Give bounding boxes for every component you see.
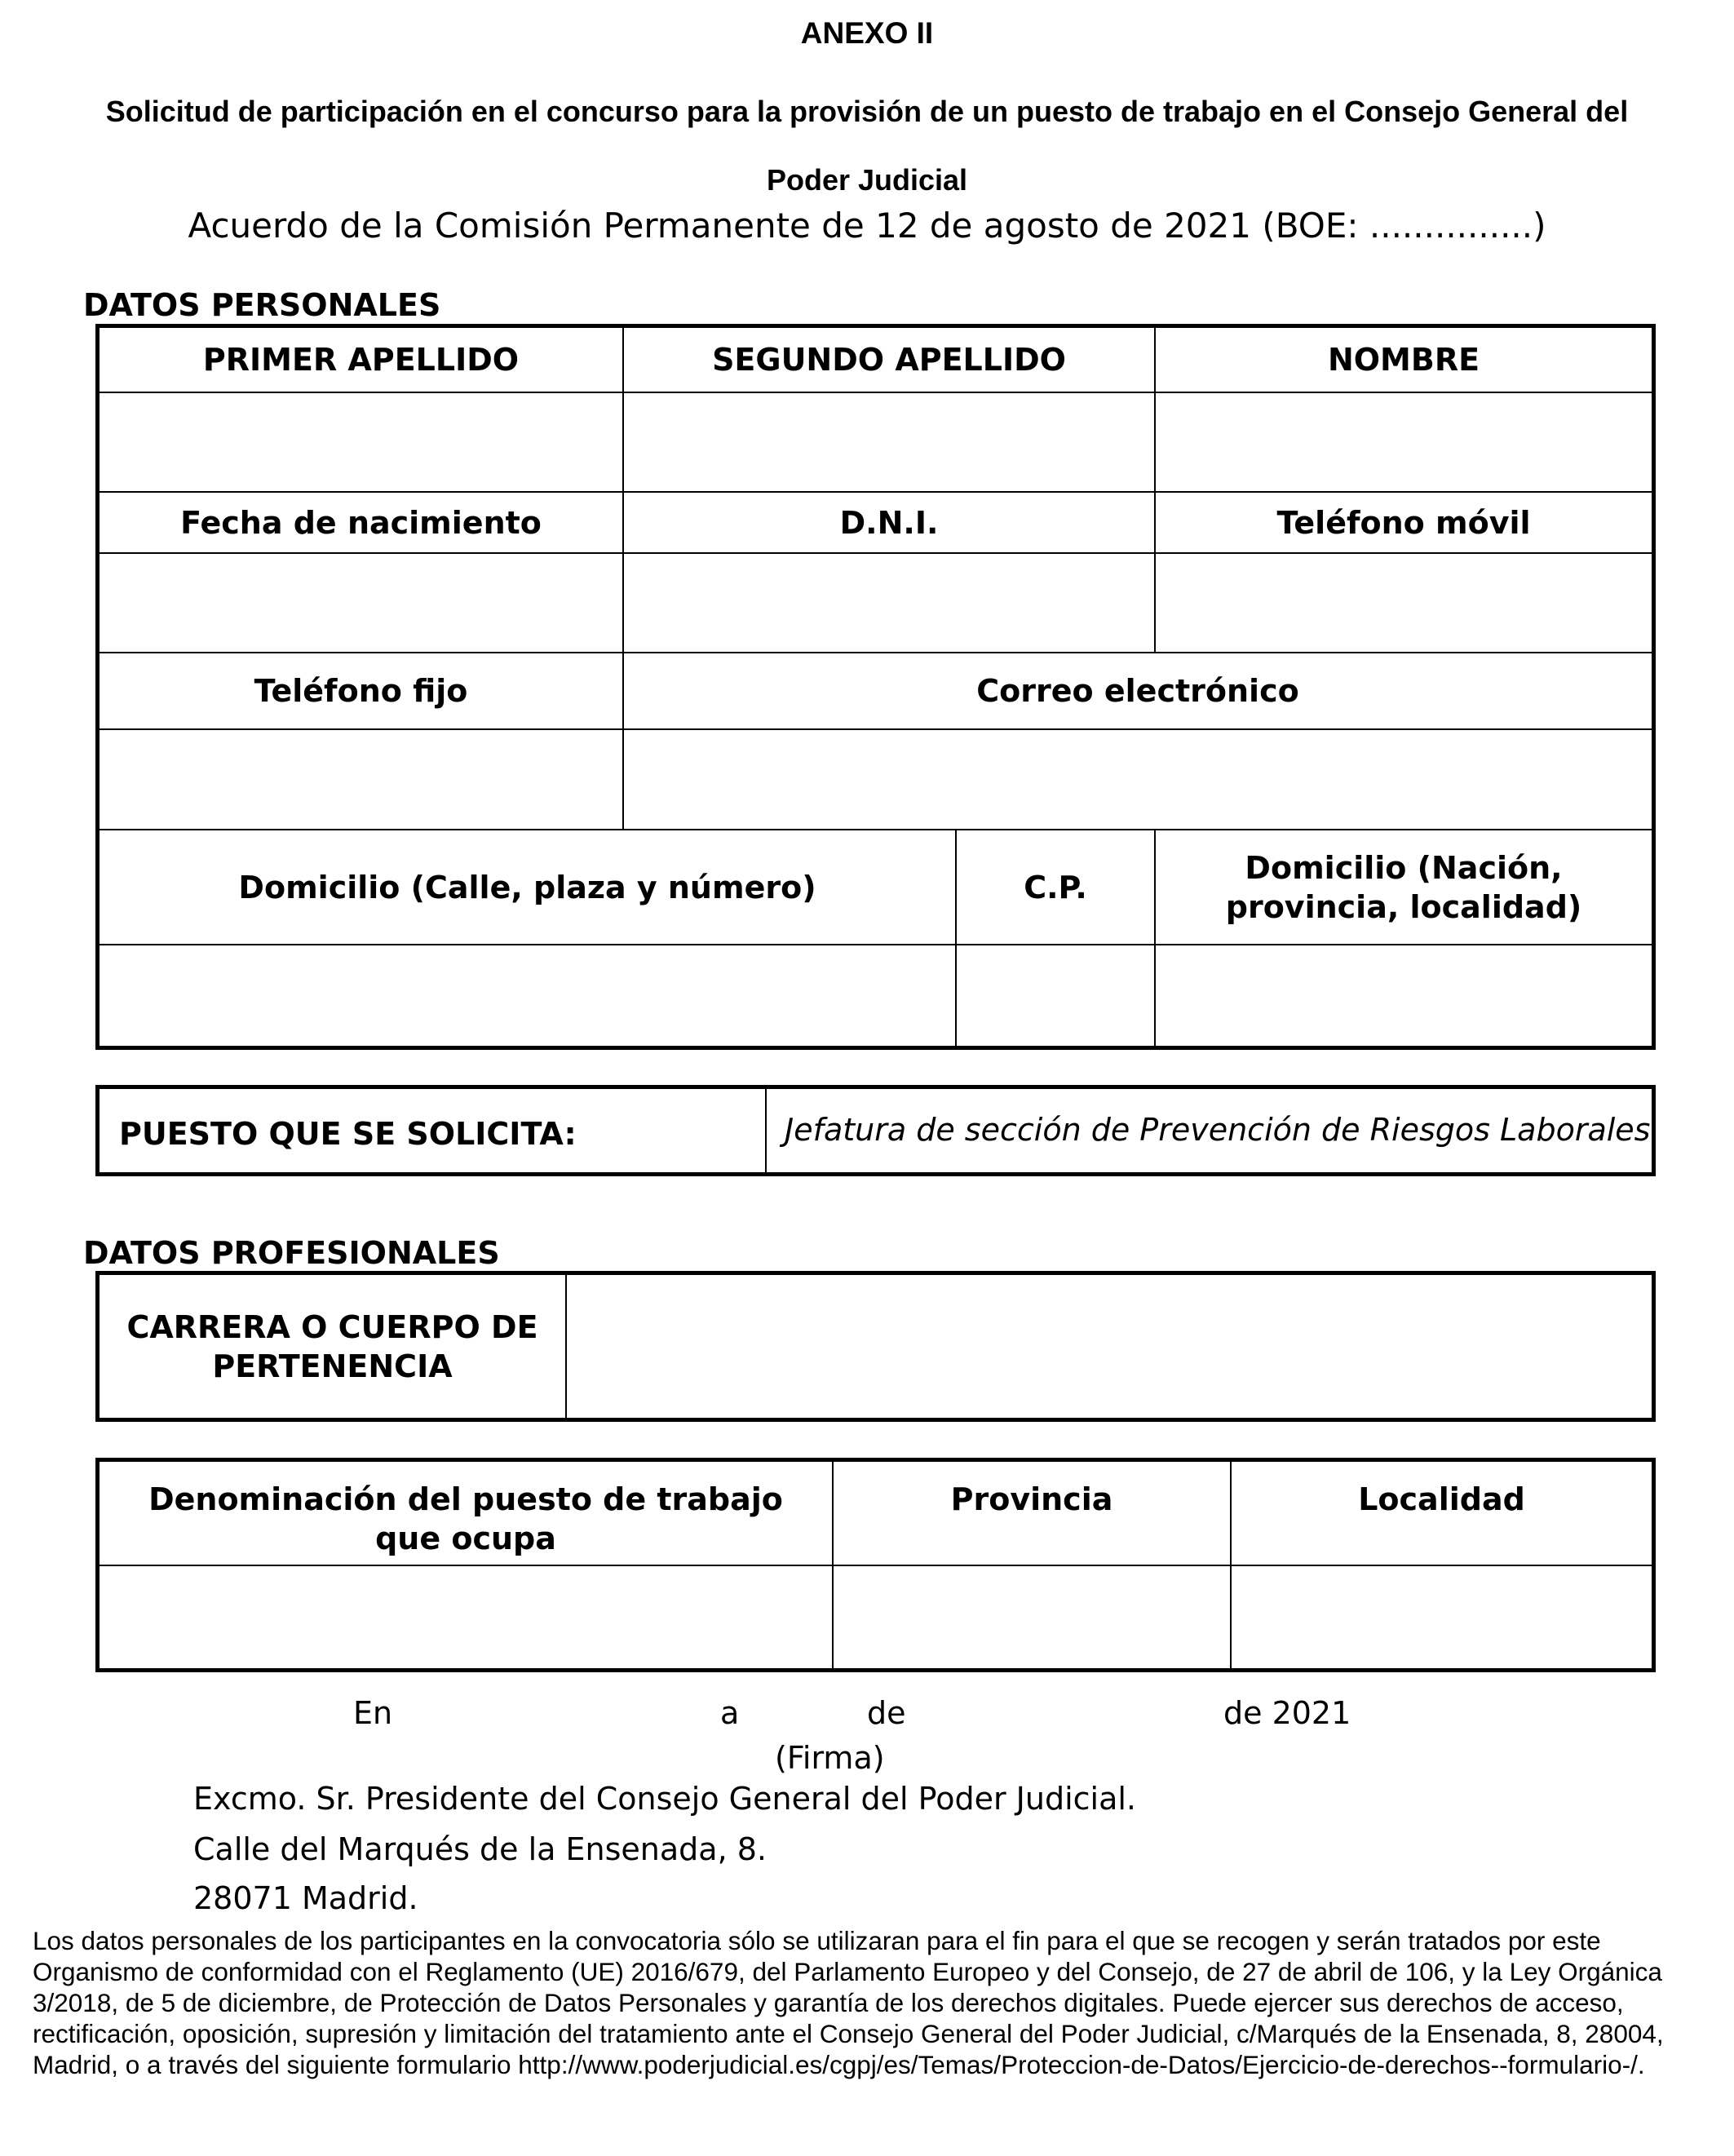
form-subtitle: Solicitud de participación en el concurso para la provisión de un puesto de trabajo en el Consejo General del Poder Judicial — [105, 95, 1629, 197]
primer-apellido-field[interactable] — [99, 392, 623, 492]
correo-field[interactable] — [623, 729, 1652, 830]
header-localidad: Localidad — [1231, 1461, 1652, 1565]
agreement-line: Acuerdo de la Comisión Permanente de 12 de agosto de 2021 (BOE: ...............) — [188, 206, 1546, 246]
header-fecha-nacimiento: Fecha de nacimiento — [99, 492, 623, 553]
header-domicilio-localidad: Domicilio (Nación, provincia, localidad) — [1155, 830, 1652, 945]
privacy-notice: Los datos personales de los participantes en la convocatoria sólo se utilizaran para el fin para el que se recogen y serán tratados por este Organismo de conformidad con el Reglamento (UE) 2016/679, del Parlamento Europeo y del Consejo, de 27 de abril de 106, y la Ley Orgánica 3/2018, de 5 de diciembre, de Protección de Datos Personales y garantía de los derechos digitales. Puede ejercer sus derechos de acceso, rectificación, oposición, supresión y limitación del tratamiento ante el Consejo General del Poder Judicial, c/Marqués de la Ensenada, 8, 28004, Madrid, o a través del siguiente formulario http://www.poderjudicial.es/cgpj/es/Temas/Proteccion-de-Datos/Ejercicio-de-derechos--formulario-/. — [33, 1926, 1664, 2079]
domicilio-calle-field[interactable] — [99, 945, 956, 1047]
header-domicilio-calle: Domicilio (Calle, plaza y número) — [99, 830, 956, 945]
provincia-field[interactable] — [833, 1565, 1231, 1669]
header-cp: C.P. — [956, 830, 1155, 945]
requested-position-label: PUESTO QUE SE SOLICITA: — [99, 1088, 766, 1173]
domicilio-localidad-field[interactable] — [1155, 945, 1652, 1047]
address-line-2: Calle del Marqués de la Ensenada, 8. — [193, 1831, 767, 1867]
header-primer-apellido: PRIMER APELLIDO — [99, 327, 623, 392]
annex-title: ANEXO II — [800, 16, 934, 50]
fecha-nacimiento-field[interactable] — [99, 553, 623, 653]
career-table — [98, 1273, 1653, 1419]
requested-position-value[interactable]: Jefatura de sección de Prevención de Riesgos Laborales — [766, 1088, 1652, 1173]
telefono-fijo-field[interactable] — [99, 729, 623, 830]
header-telefono-fijo: Teléfono fijo — [99, 653, 623, 729]
localidad-field[interactable] — [1231, 1565, 1652, 1669]
career-field[interactable] — [566, 1274, 1652, 1419]
header-telefono-movil: Teléfono móvil — [1155, 492, 1652, 553]
header-nombre: NOMBRE — [1155, 327, 1652, 392]
address-line-1: Excmo. Sr. Presidente del Consejo General del Poder Judicial. — [193, 1781, 1136, 1817]
date-en-label: En — [353, 1695, 393, 1731]
denominacion-field[interactable] — [99, 1565, 833, 1669]
header-denominacion: Denominación del puesto de trabajo que ocupa — [99, 1461, 833, 1565]
requested-position-table — [98, 1087, 1653, 1174]
signature-label: (Firma) — [775, 1740, 885, 1776]
header-dni: D.N.I. — [623, 492, 1155, 553]
header-correo: Correo electrónico — [623, 653, 1652, 729]
header-provincia: Provincia — [833, 1461, 1231, 1565]
date-year-label: de 2021 — [1223, 1695, 1351, 1731]
telefono-movil-field[interactable] — [1155, 553, 1652, 653]
nombre-field[interactable] — [1155, 392, 1652, 492]
career-label: CARRERA O CUERPO DE PERTENENCIA — [99, 1274, 566, 1419]
section-personal-data: DATOS PERSONALES — [83, 287, 441, 323]
address-line-3: 28071 Madrid. — [193, 1880, 418, 1916]
section-professional-data: DATOS PROFESIONALES — [83, 1235, 500, 1271]
dni-field[interactable] — [623, 553, 1155, 653]
cp-field[interactable] — [956, 945, 1155, 1047]
personal-data-table — [98, 326, 1653, 1047]
segundo-apellido-field[interactable] — [623, 392, 1155, 492]
date-de-label: de — [867, 1695, 906, 1731]
date-a-label: a — [720, 1695, 740, 1731]
current-position-table — [98, 1460, 1653, 1670]
header-segundo-apellido: SEGUNDO APELLIDO — [623, 327, 1155, 392]
